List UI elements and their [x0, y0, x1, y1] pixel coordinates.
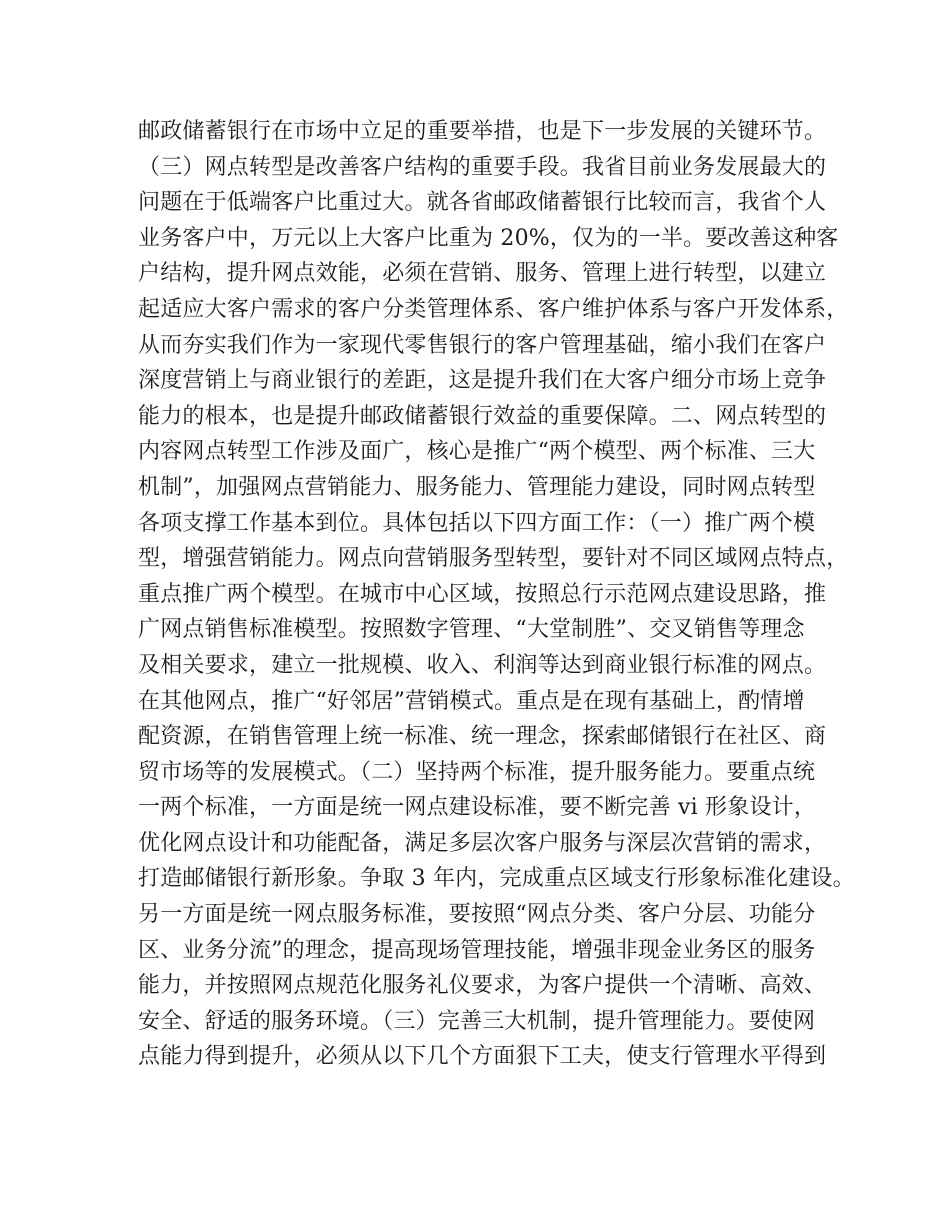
- text-line: 安全、舒适的服务环境。（三）完善三大机制，提升管理能力。要使网: [138, 1008, 816, 1034]
- text-line: 及相关要求，建立一批规模、收入、利润等达到商业银行标准的网点。: [138, 652, 827, 678]
- text-line: 邮政储蓄银行在市场中立足的重要举措，也是下一步发展的关键环节。: [138, 119, 827, 144]
- text-line: 各项支撑工作基本到位。具体包括以下四方面工作：（一）推广两个模: [138, 510, 816, 536]
- text-line: 户结构，提升网点效能，必须在营销、服务、管理上进行转型，以建立: [138, 261, 827, 287]
- text-line: 贸市场等的发展模式。（二）坚持两个标准，提升服务能力。要重点统: [138, 759, 816, 785]
- text-line: 广网点销售标准模型。按照数字管理、“大堂制胜”、交叉销售等理念: [138, 617, 805, 643]
- text-line: 一两个标准，一方面是统一网点建设标准，要不断完善 vi 形象设计，: [138, 795, 817, 821]
- text-line: 问题在于低端客户比重过大。就各省邮政储蓄银行比较而言，我省个人: [138, 190, 827, 216]
- text-line: 能力，并按照网点规范化服务礼仪要求，为客户提供一个清晰、高效、: [138, 973, 827, 999]
- text-line: 区、业务分流”的理念，提高现场管理技能，增强非现金业务区的服务: [138, 937, 816, 963]
- text-line: 内容网点转型工作涉及面广，核心是推广“两个模型、两个标准、三大: [138, 439, 816, 465]
- text-line: 点能力得到提升，必须从以下几个方面狠下工夫，使支行管理水平得到: [138, 1044, 827, 1070]
- text-line: 打造邮储银行新形象。争取 3 年内，完成重点区域支行形象标准化建设。: [138, 866, 855, 892]
- text-line: 优化网点设计和功能配备，满足多层次客户服务与深层次营销的需求，: [138, 830, 827, 856]
- text-line: 另一方面是统一网点服务标准，要按照“网点分类、客户分层、功能分: [138, 902, 816, 928]
- body-text: [138, 114, 855, 1075]
- text-line: 起适应大客户需求的客户分类管理体系、客户维护体系与客户开发体系，: [138, 296, 849, 322]
- text-line: 机制”，加强网点营销能力、服务能力、管理能力建设，同时网点转型: [138, 474, 816, 500]
- text-line: 从而夯实我们作为一家现代零售银行的客户管理基础，缩小我们在客户: [138, 332, 827, 358]
- text-line: 配资源，在销售管理上统一标准、统一理念，探索邮储银行在社区、商: [138, 724, 827, 750]
- text-line: 深度营销上与商业银行的差距，这是提升我们在大客户细分市场上竞争: [138, 368, 827, 394]
- text-line: 重点推广两个模型。在城市中心区域，按照总行示范网点建设思路，推: [138, 581, 827, 607]
- text-line: 能力的根本，也是提升邮政储蓄银行效益的重要保障。二、网点转型的: [138, 403, 827, 429]
- text-line: 业务客户中，万元以上大客户比重为 20%，仅为的一半。要改善这种客: [138, 225, 839, 251]
- text-line: （三）网点转型是改善客户结构的重要手段。我省目前业务发展最大的: [138, 154, 827, 180]
- text-line: 在其他网点，推广“好邻居”营销模式。重点是在现有基础上，酌情增: [138, 688, 805, 714]
- text-line: 型，增强营销能力。网点向营销服务型转型，要针对不同区域网点特点，: [138, 546, 849, 572]
